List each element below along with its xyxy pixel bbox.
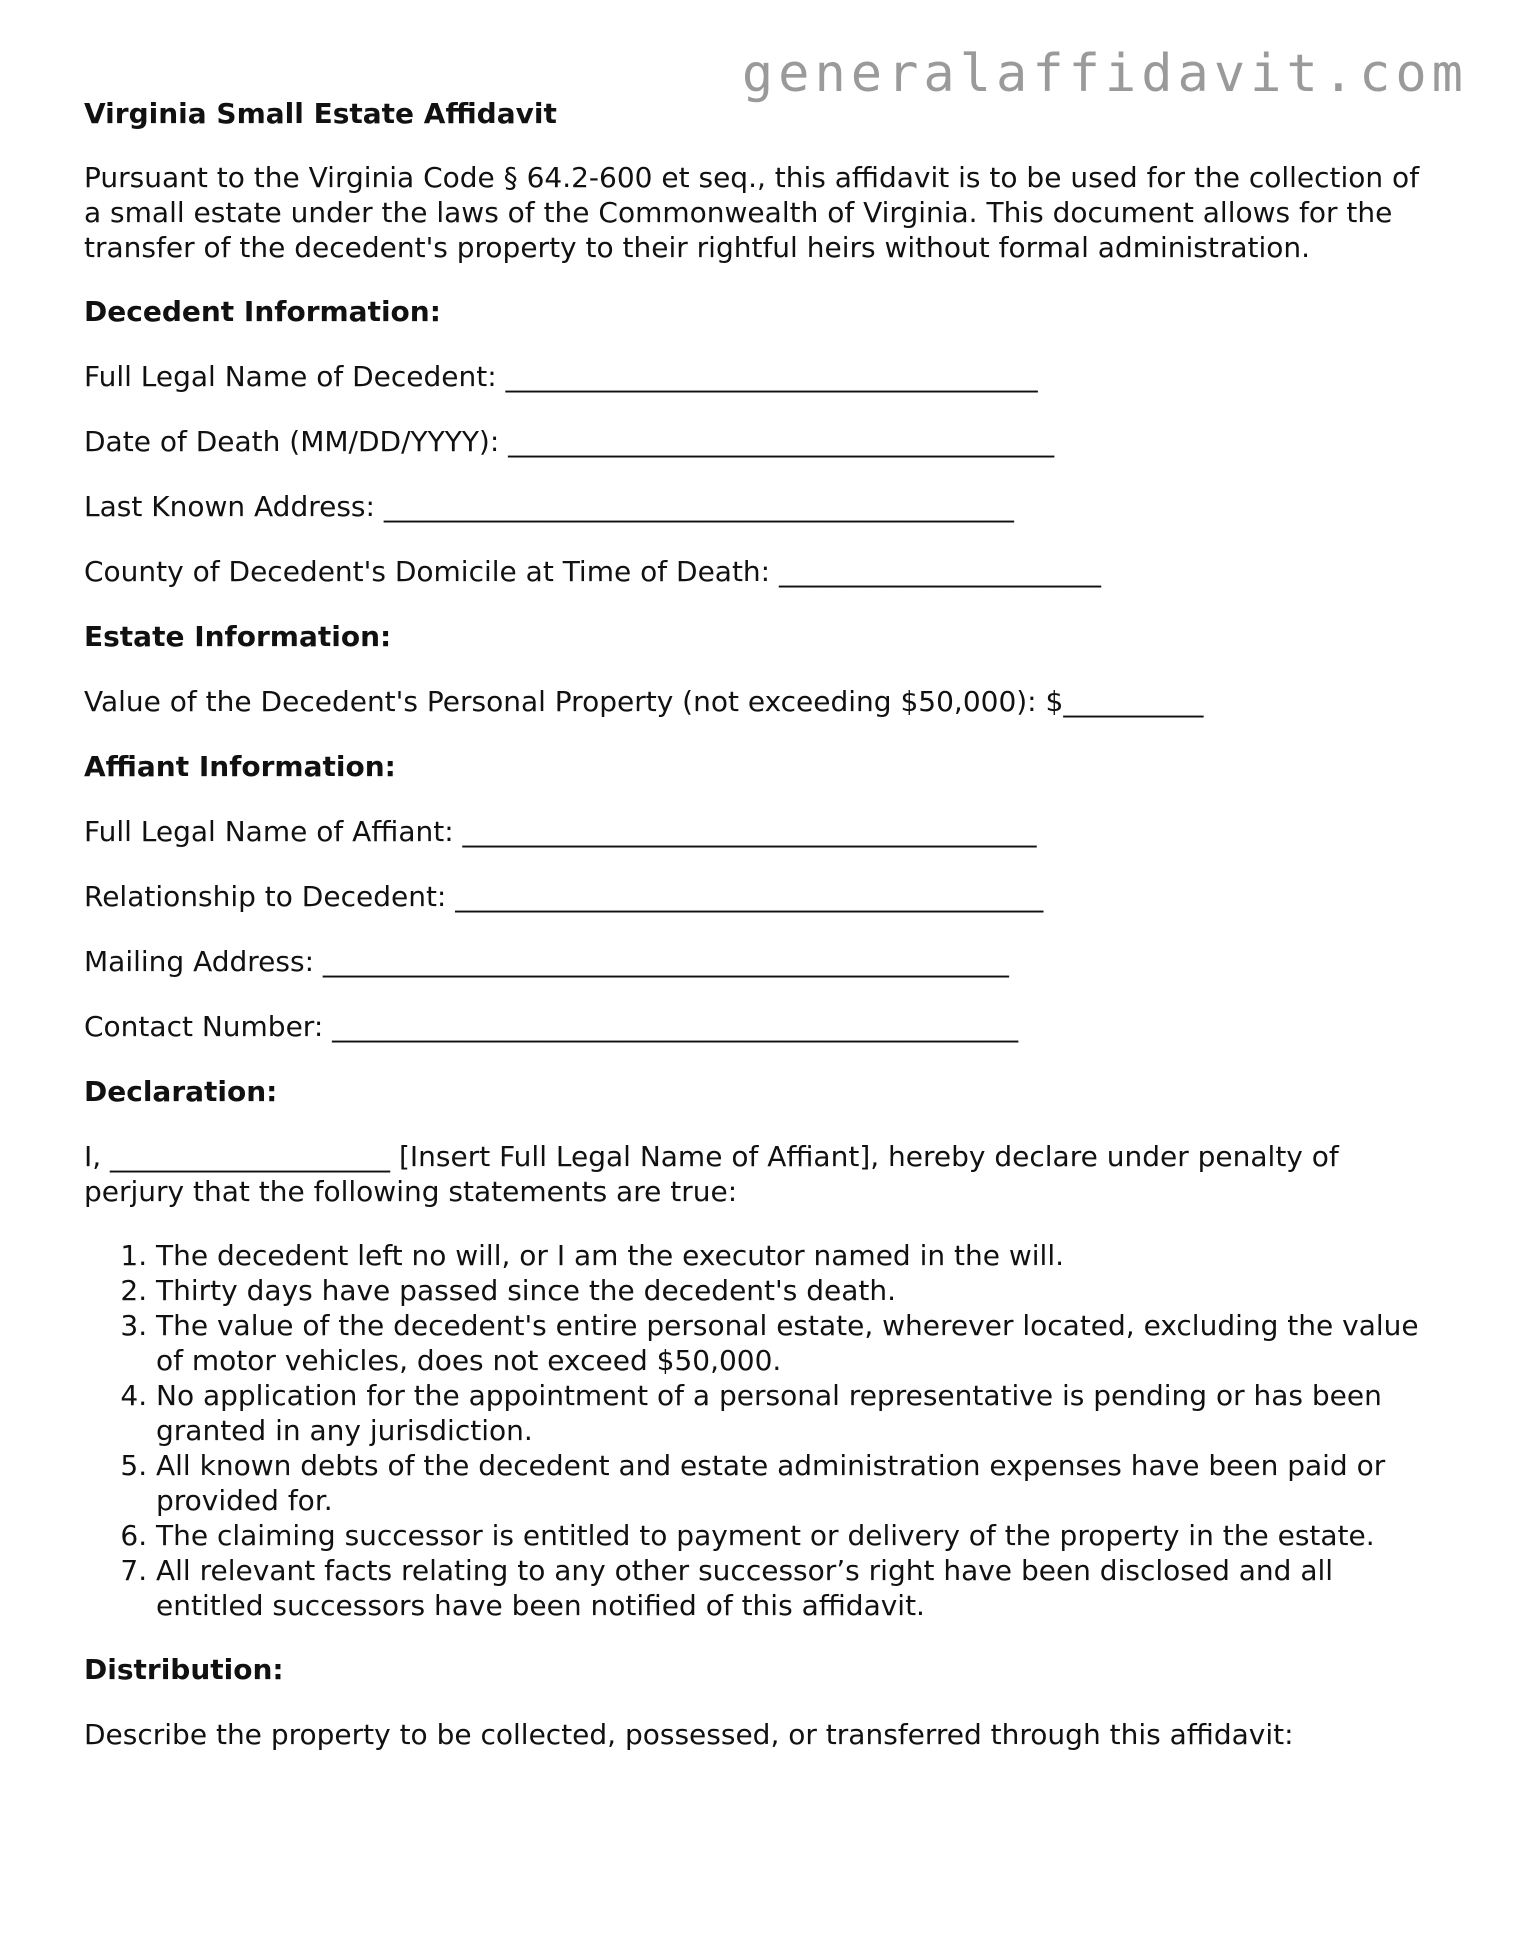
declaration-heading: Declaration:	[84, 1075, 278, 1108]
statement-item: 4. No application for the appointment of a personal representative is pending or has been granted in any jurisdiction.	[156, 1378, 1444, 1448]
contact-number-field: Contact Number: _________________________________________________	[84, 1010, 1019, 1043]
statement-item: 6. The claiming successor is entitled to payment or delivery of the property in the estate.	[156, 1518, 1444, 1553]
declaration-text: I, ____________________ [Insert Full Legal Name of Affiant], hereby declare under penalty of perjury that the following statements are true:	[84, 1140, 1339, 1208]
statement-item: 2. Thirty days have passed since the decedent's death.	[156, 1273, 1444, 1308]
decedent-heading: Decedent Information:	[84, 295, 441, 328]
statement-item: 1. The decedent left no will, or I am the executor named in the will.	[156, 1238, 1444, 1273]
affiant-name-field: Full Legal Name of Affiant: _________________________________________	[84, 815, 1037, 848]
estate-heading: Estate Information:	[84, 620, 392, 653]
distribution-heading: Distribution:	[84, 1653, 284, 1686]
distribution-text: Describe the property to be collected, possessed, or transferred through this affidavit:	[84, 1718, 1294, 1751]
decedent-name-field: Full Legal Name of Decedent: ______________________________________	[84, 360, 1038, 393]
personal-property-value-field: Value of the Decedent's Personal Property (not exceeding $50,000): $__________	[84, 685, 1204, 718]
statement-item: 3. The value of the decedent's entire personal estate, wherever located, excluding the value of motor vehicles, does not exceed $50,000.	[156, 1308, 1444, 1378]
affidavit-document	[84, 96, 1444, 1752]
document-title: Virginia Small Estate Affidavit	[84, 97, 557, 130]
mailing-address-field: Mailing Address: _________________________________________________	[84, 945, 1009, 978]
declaration-statements-list	[84, 1238, 1444, 1623]
last-known-address-field: Last Known Address: _____________________________________________	[84, 490, 1014, 523]
statement-item: 7. All relevant facts relating to any other successor’s right have been disclosed and all entitled successors have been notified of this affidavit.	[156, 1553, 1444, 1623]
intro-paragraph: Pursuant to the Virginia Code § 64.2-600 et seq., this affidavit is to be used for the collection of a small estate under the laws of the Commonwealth of Virginia. This document allows for the transfer of the decedent's property to their rightful heirs without formal administration.	[84, 161, 1420, 264]
date-of-death-field: Date of Death (MM/DD/YYYY): _______________________________________	[84, 425, 1055, 458]
statement-item: 5. All known debts of the decedent and estate administration expenses have been paid or provided for.	[156, 1448, 1444, 1518]
county-domicile-field: County of Decedent's Domicile at Time of Death: _______________________	[84, 555, 1102, 588]
site-watermark: generalaffidavit.com	[741, 44, 1468, 104]
relationship-field: Relationship to Decedent: __________________________________________	[84, 880, 1044, 913]
affiant-heading: Affiant Information:	[84, 750, 396, 783]
